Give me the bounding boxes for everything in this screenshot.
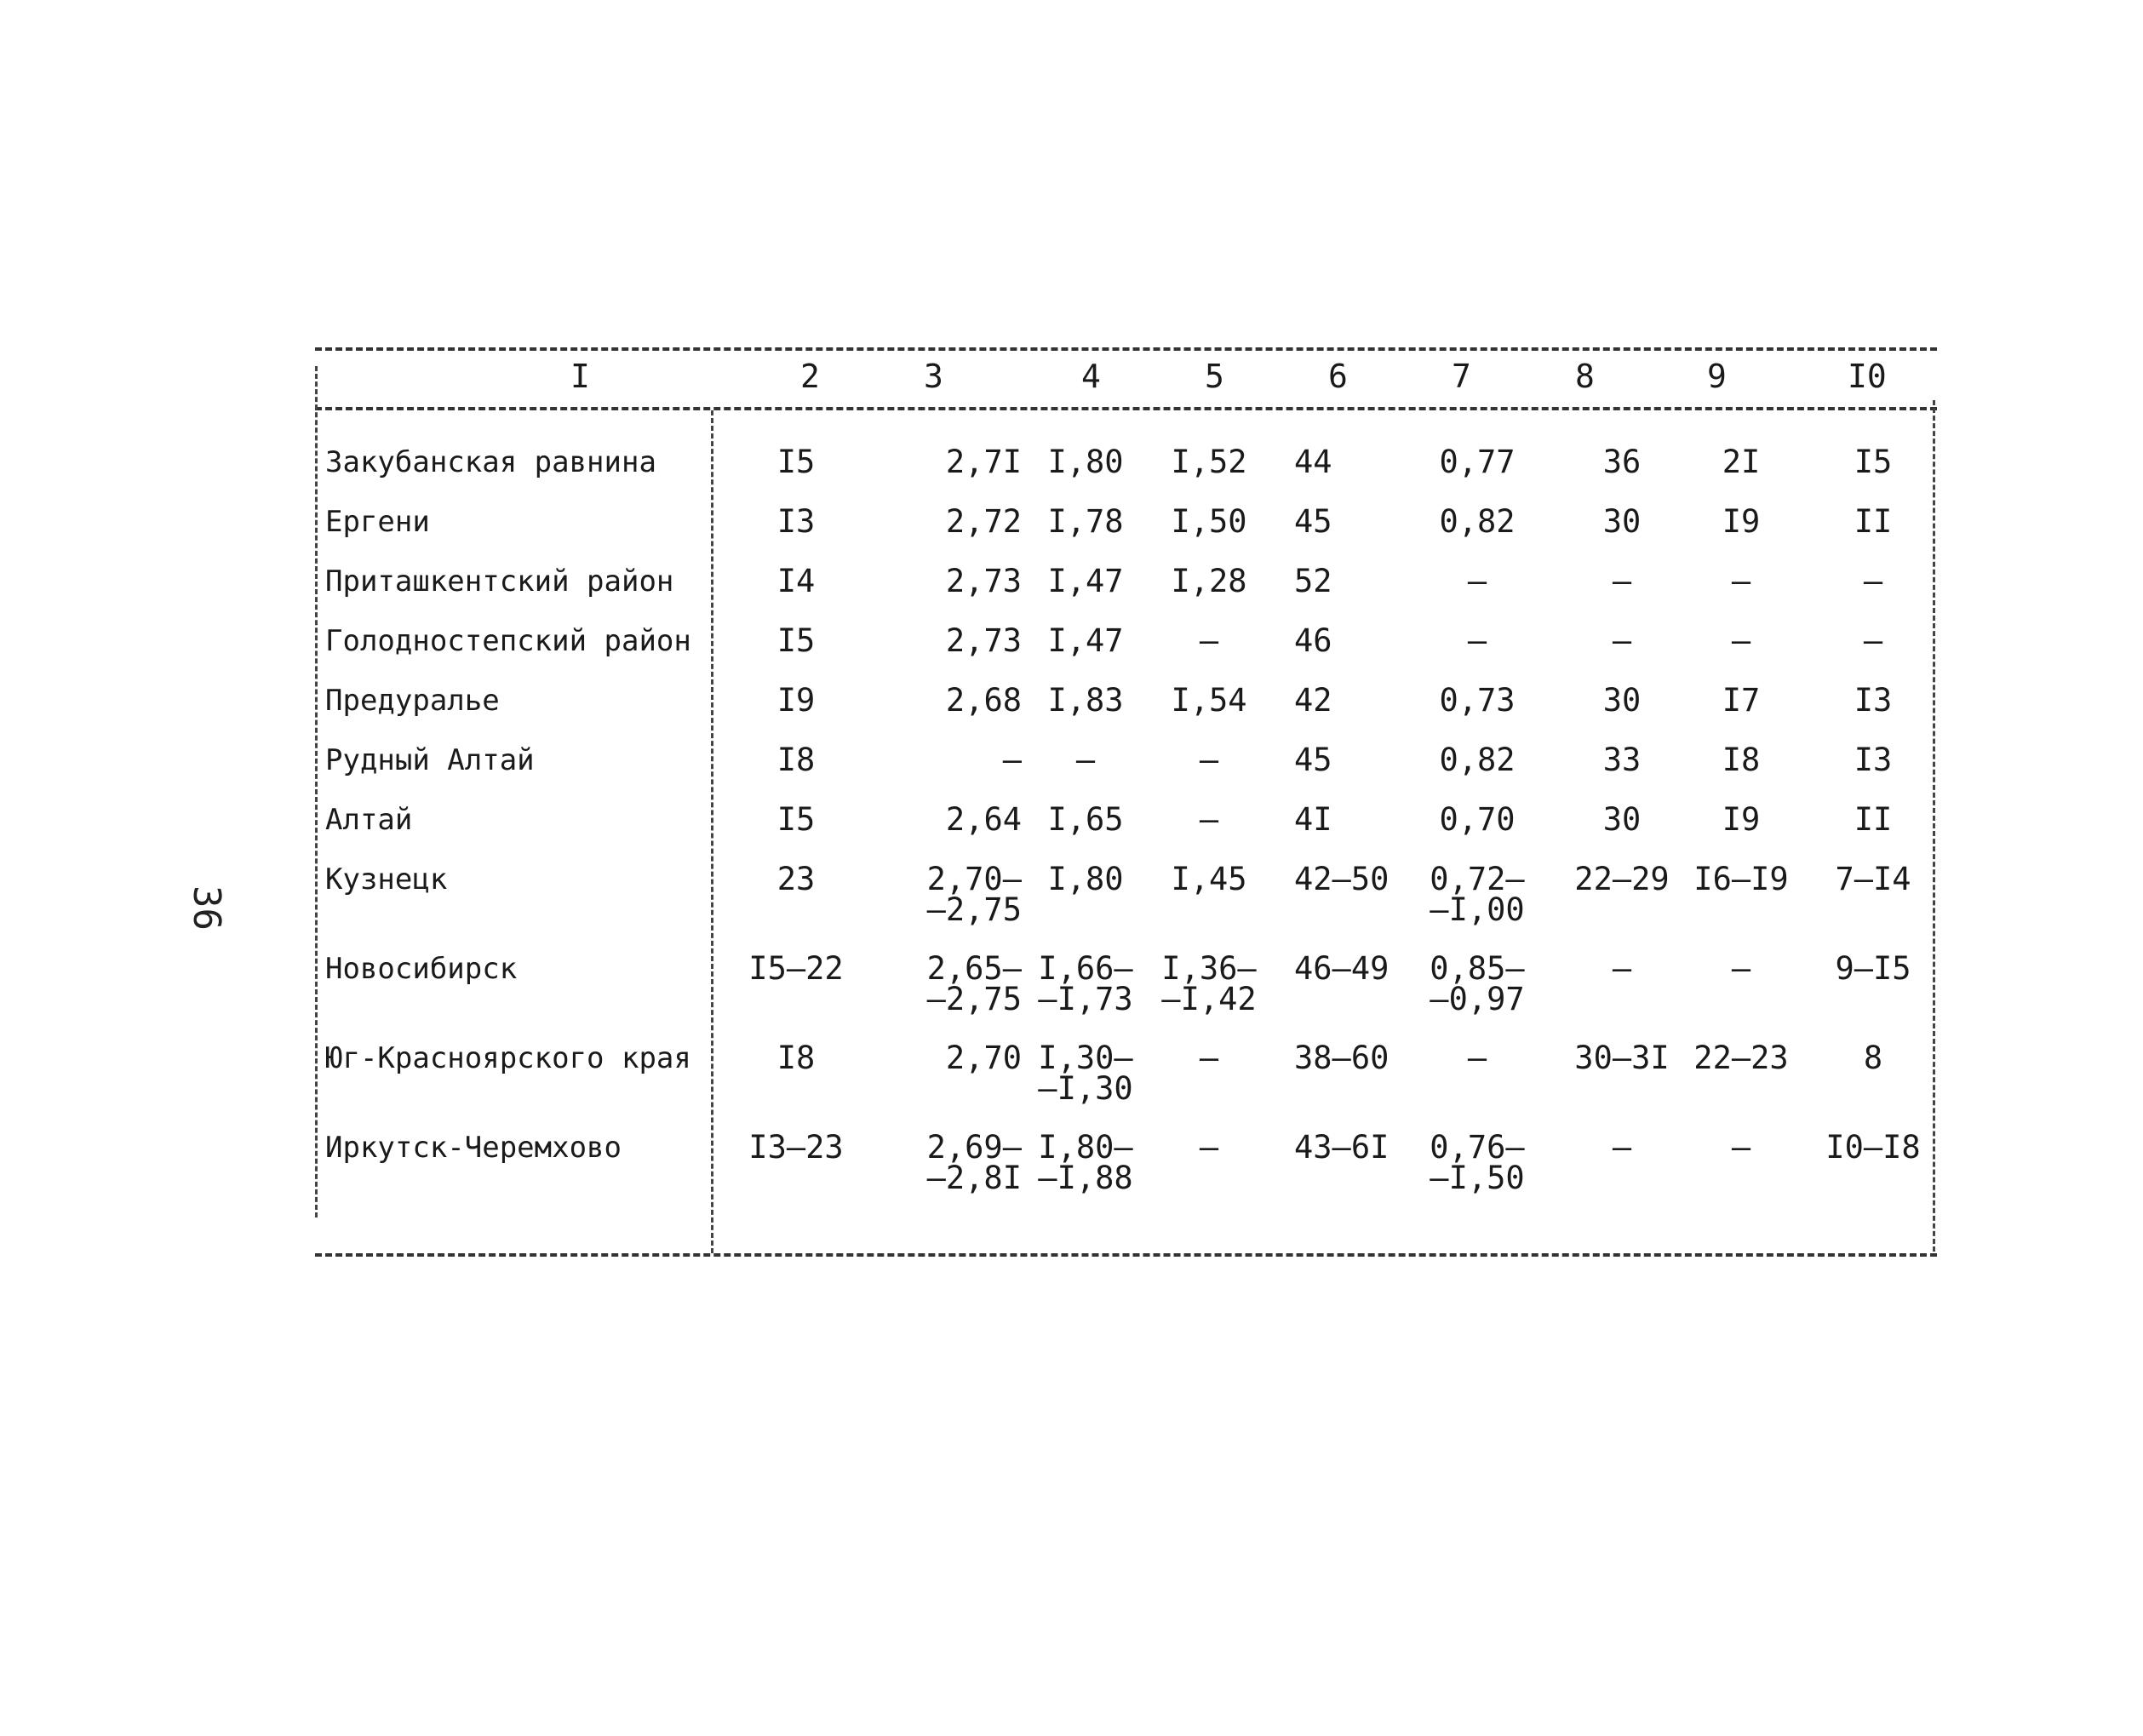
cell-c4: I,83	[1047, 682, 1124, 719]
row-name: Кузнецк	[325, 862, 448, 897]
header-col-7: 7	[1452, 358, 1471, 395]
cell-c3: 2,70– –2,75	[926, 861, 1022, 928]
cell-c9: –	[1731, 950, 1751, 987]
row-name: Новосибирск	[325, 952, 518, 986]
row-name: Приташкентский район	[325, 564, 674, 599]
cell-c10: 7–I4	[1835, 861, 1911, 897]
cell-c4: I,78	[1047, 503, 1124, 540]
cell-c5: I,28	[1171, 563, 1247, 599]
cell-c5: –	[1199, 622, 1219, 659]
cell-c8: –	[1612, 1129, 1632, 1166]
cell-c6: 42	[1294, 682, 1332, 719]
cell-c7: 0,73	[1439, 682, 1516, 719]
header-col-4: 4	[1081, 358, 1101, 395]
cell-c9: I7	[1722, 682, 1761, 719]
cell-c10: I0–I8	[1825, 1129, 1921, 1166]
cell-c3: 2,68	[945, 682, 1022, 719]
row-name: Ергени	[325, 505, 430, 539]
cell-c2: I4	[776, 563, 816, 599]
cell-c6: 43–6I	[1294, 1129, 1390, 1166]
cell-c10: I3	[1854, 682, 1893, 719]
cell-c5: –	[1199, 742, 1219, 778]
cell-c10: –	[1863, 563, 1883, 599]
cell-c4: I,66– –I,73	[1038, 950, 1133, 1017]
cell-c8: 30	[1602, 503, 1642, 540]
cell-c4: I,80	[1047, 861, 1124, 897]
cell-c7: 0,72– –I,00	[1430, 861, 1525, 928]
cell-c5: –	[1199, 801, 1219, 838]
cell-c7: –	[1467, 563, 1487, 599]
cell-c5: –	[1199, 1129, 1219, 1166]
cell-c3: 2,70	[945, 1040, 1022, 1076]
cell-c7: 0,82	[1439, 503, 1516, 540]
cell-c10: II	[1854, 801, 1893, 838]
cell-c3: 2,73	[945, 563, 1022, 599]
header-col-10: I0	[1848, 358, 1887, 395]
cell-c8: 30	[1602, 682, 1642, 719]
cell-c4: I,30– –I,30	[1038, 1040, 1133, 1107]
cell-c7: –	[1467, 1040, 1487, 1076]
cell-c7: –	[1467, 622, 1487, 659]
cell-c5: –	[1199, 1040, 1219, 1076]
cell-c10: 8	[1863, 1040, 1883, 1076]
cell-c9: I9	[1722, 503, 1761, 540]
cell-c9: –	[1731, 622, 1751, 659]
cell-c5: I,45	[1171, 861, 1247, 897]
cell-c2: I5	[776, 444, 816, 480]
row-name: Предуралье	[325, 684, 500, 718]
cell-c6: 46	[1294, 622, 1332, 659]
cell-c6: 38–60	[1294, 1040, 1390, 1076]
cell-c8: 33	[1602, 742, 1642, 778]
cell-c9: –	[1731, 1129, 1751, 1166]
cell-c3: 2,64	[945, 801, 1022, 838]
cell-c7: 0,85– –0,97	[1430, 950, 1525, 1017]
cell-c3: 2,72	[945, 503, 1022, 540]
row-name: Юг-Красноярского края	[325, 1041, 691, 1075]
cell-c3: 2,7I	[945, 444, 1022, 480]
cell-c2: I5	[776, 622, 816, 659]
header-col-9: 9	[1707, 358, 1727, 395]
cell-c4: I,65	[1047, 801, 1124, 838]
row-name: Закубанская равнина	[325, 445, 656, 479]
cell-c8: 36	[1602, 444, 1642, 480]
header-col-5: 5	[1205, 358, 1224, 395]
table-bottom-rule	[315, 1253, 1937, 1257]
cell-c2: I9	[776, 682, 816, 719]
cell-c9: 22–23	[1693, 1040, 1789, 1076]
cell-c6: 42–50	[1294, 861, 1390, 897]
cell-c10: II	[1854, 503, 1893, 540]
cell-c8: –	[1612, 622, 1632, 659]
cell-c2: I3	[776, 503, 816, 540]
cell-c2: I5–22	[748, 950, 844, 987]
cell-c5: I,52	[1171, 444, 1247, 480]
row-name: Рудный Алтай	[325, 743, 535, 777]
cell-c6: 45	[1294, 742, 1332, 778]
cell-c8: 30	[1602, 801, 1642, 838]
data-table	[315, 341, 1937, 1256]
row-name: Голодностепский район	[325, 624, 691, 658]
cell-c10: 9–I5	[1835, 950, 1911, 987]
cell-c9: –	[1731, 563, 1751, 599]
cell-c2: I5	[776, 801, 816, 838]
header-col-3: 3	[924, 358, 943, 395]
cell-c9: 2I	[1722, 444, 1761, 480]
cell-c3: –	[1002, 742, 1022, 778]
cell-c2: I3–23	[748, 1129, 844, 1166]
cell-c6: 46–49	[1294, 950, 1390, 987]
cell-c10: I5	[1854, 444, 1893, 480]
cell-c4: I,80– –I,88	[1038, 1129, 1133, 1196]
header-col-2: 2	[800, 358, 820, 395]
cell-c10: I3	[1854, 742, 1893, 778]
cell-c10: –	[1863, 622, 1883, 659]
cell-c6: 45	[1294, 503, 1332, 540]
header-col-8: 8	[1575, 358, 1595, 395]
cell-c2: I8	[776, 1040, 816, 1076]
header-col-1: I	[570, 358, 590, 395]
cell-c3: 2,73	[945, 622, 1022, 659]
cell-c9: I8	[1722, 742, 1761, 778]
cell-c8: 22–29	[1574, 861, 1670, 897]
cell-c4: I,80	[1047, 444, 1124, 480]
cell-c6: 52	[1294, 563, 1332, 599]
table-left-border	[315, 366, 318, 1217]
cell-c7: 0,70	[1439, 801, 1516, 838]
table-header-rule	[315, 407, 1937, 410]
cell-c7: 0,82	[1439, 742, 1516, 778]
cell-c6: 4I	[1294, 801, 1332, 838]
row-name: Алтай	[325, 803, 413, 837]
cell-c8: 30–3I	[1574, 1040, 1670, 1076]
cell-c9: I6–I9	[1693, 861, 1789, 897]
row-name: Иркутск-Черемхово	[325, 1131, 622, 1165]
cell-c4: –	[1075, 742, 1096, 778]
table-top-rule	[315, 347, 1937, 351]
cell-c2: I8	[776, 742, 816, 778]
header-col-6: 6	[1328, 358, 1348, 395]
cell-c8: –	[1612, 563, 1632, 599]
cell-c5: I,36– –I,42	[1161, 950, 1257, 1017]
cell-c3: 2,65– –2,75	[926, 950, 1022, 1017]
page-number: 36	[185, 885, 228, 931]
cell-c7: 0,76– –I,50	[1430, 1129, 1525, 1196]
cell-c5: I,50	[1171, 503, 1247, 540]
cell-c6: 44	[1294, 444, 1332, 480]
cell-c3: 2,69– –2,8I	[926, 1129, 1022, 1196]
cell-c4: I,47	[1047, 622, 1124, 659]
cell-c5: I,54	[1171, 682, 1247, 719]
table-right-border	[1933, 400, 1935, 1252]
column-divider	[711, 410, 713, 1253]
cell-c9: I9	[1722, 801, 1761, 838]
cell-c7: 0,77	[1439, 444, 1516, 480]
cell-c8: –	[1612, 950, 1632, 987]
cell-c2: 23	[776, 861, 816, 897]
cell-c4: I,47	[1047, 563, 1124, 599]
